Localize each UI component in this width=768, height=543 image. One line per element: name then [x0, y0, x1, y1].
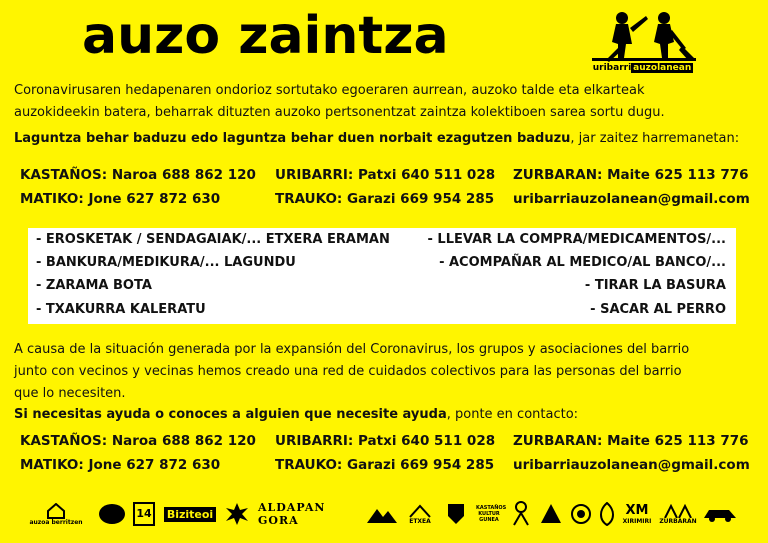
contact-list-basque	[20, 164, 750, 214]
splash-icon	[224, 494, 250, 534]
auzoa-berritzen-logo	[30, 494, 82, 534]
aldapan-gora-label: ALDAPAN GORA	[258, 501, 326, 527]
basque-help-bold: Laguntza behar baduzu edo laguntza behar duen norbait ezagutzen baduzu	[14, 131, 571, 146]
shield-icon	[444, 494, 468, 534]
contact-matiko: MATIKO: Jone 627 872 630	[20, 191, 221, 207]
logo-text-right: auzolanean	[633, 63, 692, 73]
service-row	[28, 229, 736, 251]
contact-uribarri: URIBARRI: Patxi 640 511 028	[275, 167, 496, 183]
service-eu: - ZARAMA BOTA	[36, 278, 152, 293]
contact-list-spanish	[20, 430, 750, 480]
contact-kastanos: KASTAÑOS: Naroa 688 862 120	[20, 167, 256, 183]
page-title: auzo zaintza	[82, 6, 449, 66]
roof-icon	[409, 504, 431, 518]
basque-help	[14, 128, 759, 150]
figure-icon	[508, 494, 534, 534]
basque-intro-line2: auzokideekin batera, beharrak dituzten auzoko pertsonentzat zaintza kolektiboen sarea sortu dugu.	[14, 105, 665, 120]
workers-icon	[582, 8, 704, 62]
service-es: - LLEVAR LA COMPRA/MEDICAMENTOS/...	[427, 232, 726, 247]
mountain-icon	[366, 494, 398, 534]
leaf-icon	[596, 494, 618, 534]
contact-matiko: MATIKO: Jone 627 872 630	[20, 457, 221, 473]
contact-zurbaran: ZURBARAN: Maite 625 113 776	[513, 167, 749, 183]
etxea-label: ETXEA	[409, 517, 431, 525]
triangle-icon	[538, 494, 564, 534]
contact-kastanos: KASTAÑOS: Naroa 688 862 120	[20, 433, 256, 449]
contact-trauko: TRAUKO: Garazi 669 954 285	[275, 457, 495, 473]
spanish-intro-line3: que lo necesiten.	[14, 386, 126, 401]
circle-badge-icon	[568, 494, 594, 534]
contact-email[interactable]: uribarriauzolanean@gmail.com	[513, 191, 750, 207]
zurbaran-logo	[658, 494, 698, 534]
spanish-help-bold: Si necesitas ayuda o conoces a alguien que necesite ayuda	[14, 407, 447, 422]
vehicle-icon	[702, 494, 738, 534]
biziteoi-label: Biziteoi	[164, 507, 216, 522]
zurbaran-label: ZURBARAN	[659, 517, 697, 525]
kastanos-kultur-gunea-logo	[476, 494, 507, 534]
auzoa-berritzen-label: auzoa berritzen	[29, 518, 83, 526]
service-es: - ACOMPAÑAR AL MEDICO/AL BANCO/...	[439, 255, 726, 270]
logo-caption	[582, 62, 704, 74]
xirimiri-logo: XM XIRIMIRI	[622, 502, 652, 525]
contact-uribarri: URIBARRI: Patxi 640 511 028	[275, 433, 496, 449]
logo-text-left: uribarri	[592, 63, 632, 73]
house-icon	[46, 503, 66, 519]
spanish-intro-line2: junto con vecinos y vecinas hemos creado una red de cuidados colectivos para las personas del barrio	[14, 364, 682, 379]
sponsor-logos	[30, 494, 740, 536]
contact-email[interactable]: uribarriauzolanean@gmail.com	[513, 457, 750, 473]
service-row	[28, 299, 736, 321]
basque-intro	[14, 80, 759, 124]
service-eu: - BANKURA/MEDIKURA/... LAGUNDU	[36, 255, 296, 270]
spanish-intro	[14, 339, 759, 405]
uribarri-auzolanean-logo	[582, 8, 704, 74]
services-panel	[28, 228, 736, 324]
kastanos-kultur-label: KASTAÑOS KULTUR GUNEA	[476, 505, 507, 523]
service-row	[28, 275, 736, 297]
number-14-logo: 14	[134, 494, 154, 534]
service-row	[28, 252, 736, 274]
service-es: - SACAR AL PERRO	[590, 302, 726, 317]
contact-zurbaran: ZURBARAN: Maite 625 113 776	[513, 433, 749, 449]
workers-icon	[663, 504, 693, 518]
aldapan-gora-logo	[258, 494, 358, 534]
round-badge-logo	[98, 494, 126, 534]
xirimiri-label: XIRIMIRI	[622, 517, 652, 525]
basque-intro-line1: Coronavirusaren hedapenaren ondorioz sortutako egoeraren aurrean, auzoko talde eta elkarteak	[14, 83, 645, 98]
biziteoi-logo	[166, 494, 214, 534]
basque-help-rest: , jar zaitez harremanetan:	[570, 131, 740, 146]
spanish-help	[14, 404, 759, 426]
etxea-logo	[402, 494, 438, 534]
service-es: - TIRAR LA BASURA	[584, 278, 726, 293]
spanish-intro-line1: A causa de la situación generada por la expansión del Coronavirus, los grupos y asociaciones del barrio	[14, 342, 690, 357]
service-eu: - TXAKURRA KALERATU	[36, 302, 206, 317]
service-eu: - EROSKETAK / SENDAGAIAK/... ETXERA ERAMAN	[36, 232, 390, 247]
contact-trauko: TRAUKO: Garazi 669 954 285	[275, 191, 495, 207]
spanish-help-rest: , ponte en contacto:	[446, 407, 579, 422]
